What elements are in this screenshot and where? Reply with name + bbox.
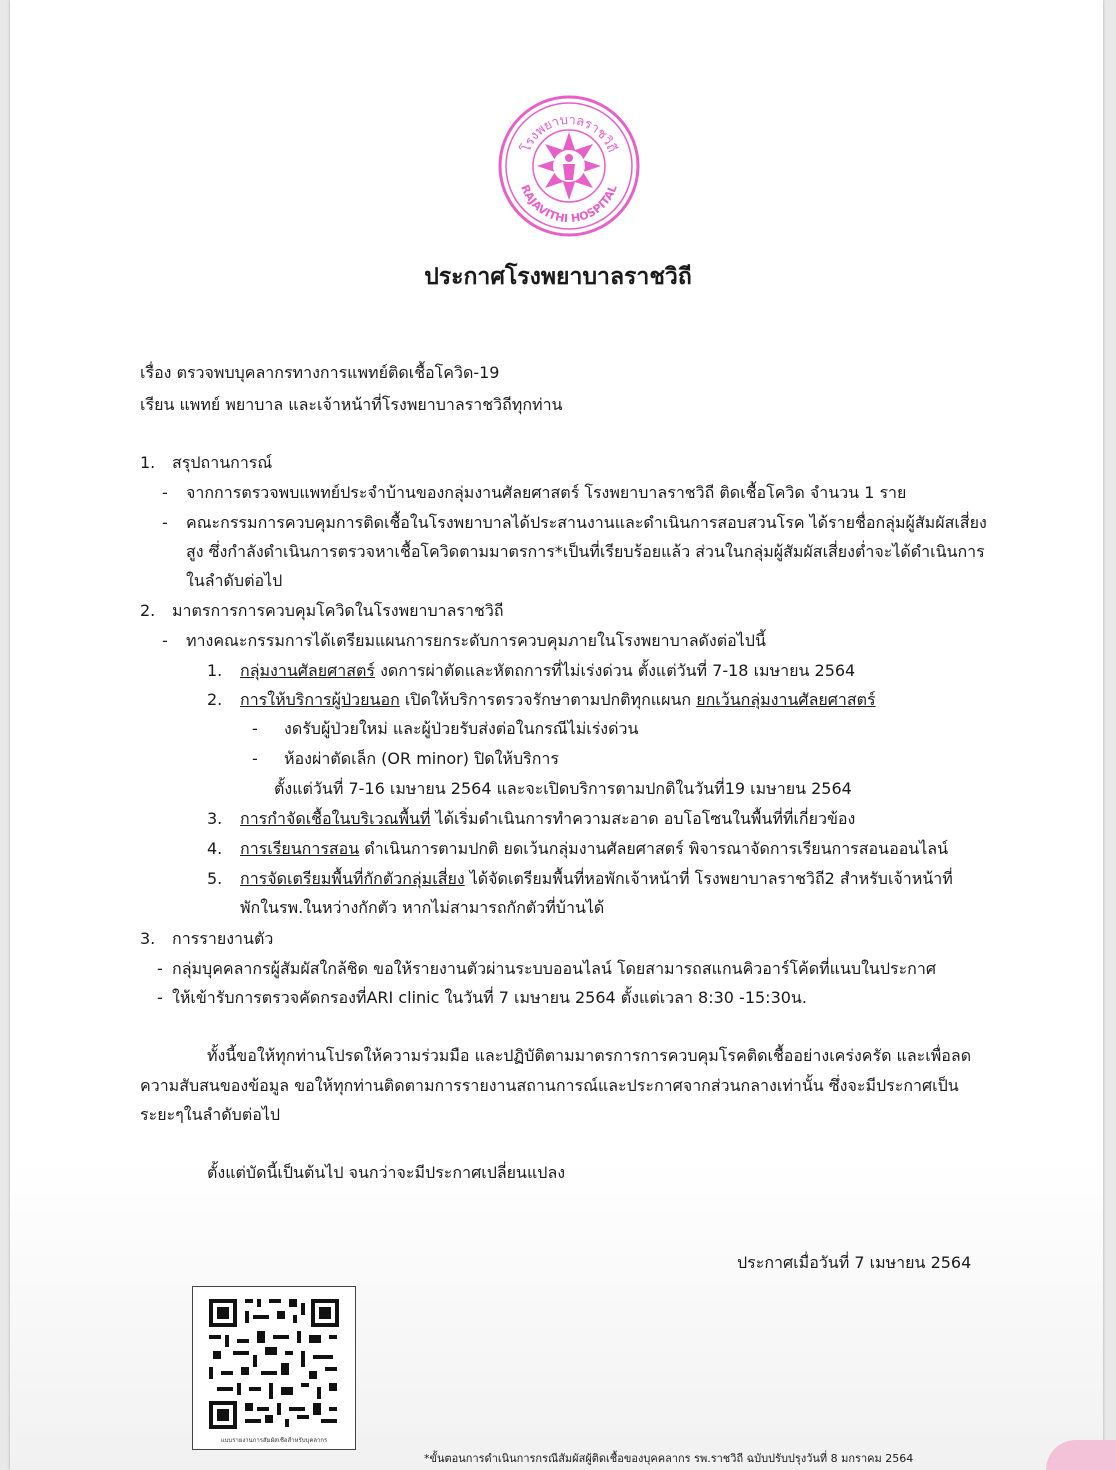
- measure-item-5-line2: พักในรพ.ในหว่างกักตัว หากไม่สามารถกักตัวที่บ้านได้: [240, 898, 605, 917]
- to-line: เรียน แพทย์ พยาบาล และเจ้าหน้าที่โรงพยาบาลราชวิถีทุกท่าน: [140, 395, 563, 414]
- item-text: เปิดให้บริการตรวจรักษาตามปกติทุกแผนก: [399, 690, 697, 709]
- item2-sub-1: งดรับผู้ป่วยใหม่ และผู้ป่วยรับส่งต่อในกรณีไม่เร่งด่วน: [284, 719, 639, 738]
- page-title: ประกาศโรงพยาบาลราชวิถี: [424, 264, 692, 290]
- item-label: การกำจัดเชื้อในบริเวณพื้นที่: [240, 809, 431, 828]
- section3-number: 3.: [140, 929, 156, 948]
- section1-number: 1.: [140, 453, 156, 472]
- measure-item-5: [240, 868, 953, 890]
- item-text: ดำเนินการตามปกติ ยดเว้นกลุ่มงานศัลยศาสตร์ พิจารณาจัดการเรียนการสอนออนไลน์: [359, 839, 949, 858]
- item-number: 3.: [207, 809, 223, 828]
- bullet-dash: -: [162, 483, 168, 502]
- item-text: ได้จัดเตรียมพื้นที่หอพักเจ้าหน้าที่ โรงพยาบาลราชวิถี2 สำหรับเจ้าหน้าที่: [464, 869, 953, 888]
- bullet-dash: -: [162, 631, 168, 650]
- item-number: 1.: [207, 661, 223, 680]
- section2-intro: ทางคณะกรรมการได้เตรียมแผนการยกระดับการควบคุมภายในโรงพยาบาลดังต่อไปนี้: [186, 631, 766, 650]
- measure-item-4: [240, 838, 948, 860]
- item-number: 5.: [207, 869, 223, 888]
- measure-item-2: [240, 689, 876, 711]
- section2-number: 2.: [140, 601, 156, 620]
- closing-line-2: ความสับสนของข้อมูล ขอให้ทุกท่านติดตามการรายงานสถานการณ์และประกาศจากส่วนกลางเท่านั้น ซึ่งจะมีประกาศเป็น: [140, 1076, 959, 1095]
- effective-line: ตั้งแต่บัดนี้เป็นต้นไป จนกว่าจะมีประกาศเปลี่ยนแปลง: [207, 1163, 566, 1182]
- item-text: งดการผ่าตัดและหัตถการที่ไม่เร่งด่วน ตั้งแต่วันที่ 7-18 เมษายน 2564: [375, 661, 856, 680]
- seal-thai-text: โรงพยาบาลราชวิถี: [518, 112, 620, 155]
- item2-sub-2: ห้องผ่าตัดเล็ก (OR minor) ปิดให้บริการ: [284, 749, 559, 768]
- measure-item-3: [240, 808, 855, 830]
- bullet-dash: -: [252, 719, 258, 738]
- qr-code[interactable]: [192, 1286, 356, 1450]
- section3-bullet-2: ให้เข้ารับการตรวจคัดกรองที่ARI clinic ในวันที่ 7 เมษายน 2564 ตั้งแต่เวลา 8:30 -15:30น.: [172, 988, 807, 1007]
- section3-heading: การรายงานตัว: [172, 929, 274, 948]
- item-label: กลุ่มงานศัลยศาสตร์: [240, 661, 375, 680]
- item-label: การให้บริการผู้ป่วยนอก: [240, 690, 400, 709]
- section1-bullet-2-line3: ในลำดับต่อไป: [186, 571, 283, 590]
- section1-bullet-2-line1: คณะกรรมการควบคุมการติดเชื้อในโรงพยาบาลได้ประสานงานและดำเนินการสอบสวนโรค ได้รายชื่อกลุ่มผู้สัมผัสเสี่ยง: [186, 513, 987, 532]
- bullet-dash: -: [252, 749, 258, 768]
- subject-line: เรื่อง ตรวจพบบุคลากรทางการแพทย์ติดเชื้อโควิด-19: [140, 363, 500, 382]
- section1-bullet-2-line2: สูง ซึ่งกำลังดำเนินการตรวจหาเชื้อโควิดตามมาตรการ*เป็นที่เรียบร้อยแล้ว ส่วนในกลุ่มผู้สัมผัสเสี่ยงต่ำจะได้ดำเนินการ: [186, 542, 985, 561]
- bullet-dash: -: [157, 959, 163, 978]
- bullet-dash: -: [162, 513, 168, 532]
- footnote: *ขั้นตอนการดำเนินการกรณีสัมผัสผู้ติดเชื้อของบุคคลากร รพ.ราชวิถี ฉบับปรับปรุงวันที่ 8 มกราคม 2564: [424, 1452, 914, 1465]
- section3-bullet-1: กลุ่มบุคคลากรผู้สัมผัสใกล้ชิด ขอให้รายงานตัวผ่านระบบออนไลน์ โดยสามารถสแกนคิวอาร์โค้ดที่แนบในประกาศ: [172, 959, 936, 978]
- item-label: การเรียนการสอน: [240, 839, 360, 858]
- item-label: การจัดเตรียมพื้นที่กักตัวกลุ่มเสี่ยง: [240, 869, 465, 888]
- seal-english-text: RAJAVITHI HOSPITAL: [518, 183, 620, 226]
- bullet-dash: -: [157, 988, 163, 1007]
- item2-after: ตั้งแต่วันที่ 7-16 เมษายน 2564 และจะเปิดบริการตามปกติในวันที่19 เมษายน 2564: [274, 779, 852, 798]
- item-text: ได้เริ่มดำเนินการทำความสะอาด อบโอโซนในพื้นที่ที่เกี่ยวข้อง: [430, 809, 856, 828]
- announced-date: ประกาศเมื่อวันที่ 7 เมษายน 2564: [737, 1253, 972, 1272]
- item-number: 2.: [207, 690, 223, 709]
- qr-caption: แบบรายงานการสัมผัสเชื้อสำหรับบุคลากร: [220, 1437, 328, 1444]
- section2-heading: มาตรการการควบคุมโควิดในโรงพยาบาลราชวิถี: [172, 601, 504, 620]
- closing-line-1: ทั้งนี้ขอให้ทุกท่านโปรดให้ความร่วมมือ และปฏิบัติตามมาตรการการควบคุมโรคติดเชื้ออย่างเคร่งครัด และเพื่อลด: [207, 1046, 972, 1065]
- section1-bullet-1: จากการตรวจพบแพทย์ประจำบ้านของกลุ่มงานศัลยศาสตร์ โรงพยาบาลราชวิถี ติดเชื้อโควิด จำนวน 1 ราย: [186, 483, 907, 502]
- section1-heading: สรุปถานการณ์: [172, 453, 273, 472]
- hospital-seal-logo: [497, 94, 641, 238]
- qr-code-icon: [193, 1287, 355, 1449]
- measure-item-1: [240, 660, 855, 682]
- item-number: 4.: [207, 839, 223, 858]
- item-label-2: ยกเว้นกลุ่มงานศัลยศาสตร์: [696, 690, 876, 709]
- closing-line-3: ระยะๆในลำดับต่อไป: [140, 1105, 281, 1124]
